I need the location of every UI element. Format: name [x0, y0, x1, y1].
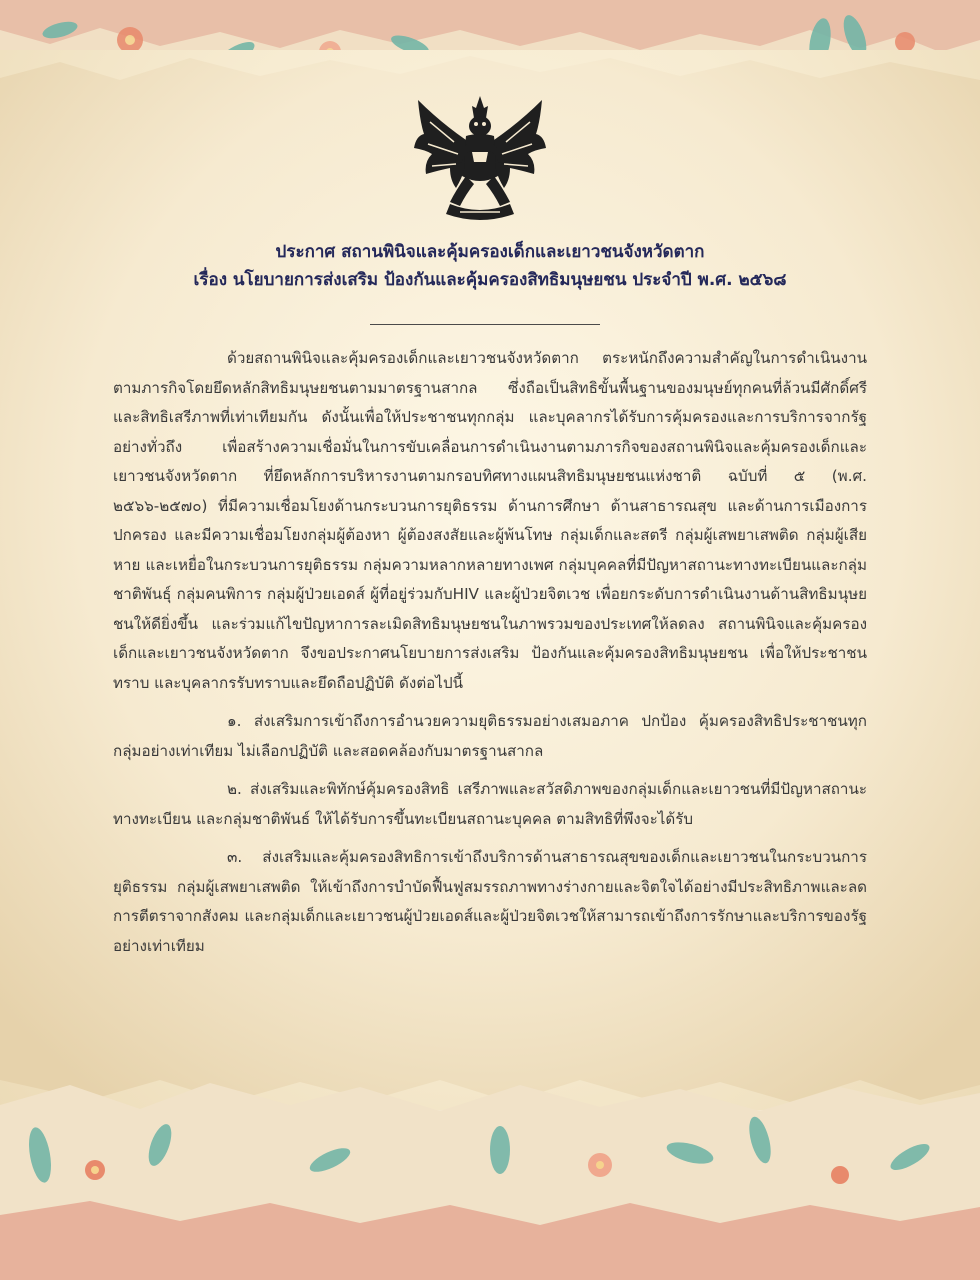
policy-item-3: ๓. ส่งเสริมและคุ้มครองสิทธิการเข้าถึงบริการด้านสาธารณสุขของเด็กและเยาวชนในกระบวนการยุติธรรม กลุ่มผู้เสพยาเสพติด ให้เข้าถึงการบำบัดฟื้นฟูสมรรถภาพทางร่างกายและจิตใจได้อย่างมีประสิทธิภาพและลดการตีตราจากสังคม และกลุ่มเด็กและเยาวชนผู้ป่วยเอดส์และผู้ป่วยจิตเวชให้สามารถเข้าถึงการรักษาและบริการของรัฐอย่างเท่าเทียม [113, 848, 867, 955]
announcement-title: ประกาศ สถานพินิจและคุ้มครองเด็กและเยาวชนจังหวัดตาก [275, 242, 705, 262]
announcement-body [113, 344, 867, 961]
intro-paragraph: ด้วยสถานพินิจและคุ้มครองเด็กและเยาวชนจังหวัดตาก ตระหนักถึงความสำคัญในการดำเนินงานตามภารกิจโดยยึดหลักสิทธิมนุษยชนตามมาตรฐานสากล ซึ่งถือเป็นสิทธิขั้นพื้นฐานของมนุษย์ทุกคนที่ล้วนมีศักดิ์ศรีและสิทธิเสรีภาพที่เท่าเทียมกัน ดังนั้นเพื่อให้ประชาชนทุกกลุ่ม และบุคลากรได้รับการคุ้มครองและการบริการจากรัฐอย่างทั่วถึง เพื่อสร้างความเชื่อมั่นในการขับเคลื่อนการดำเนินงานตามภารกิจของสถานพินิจและคุ้มครองเด็กและเยาวชนจังหวัดตาก ที่ยึดหลักการบริหารงานตามกรอบทิศทางแผนสิทธิมนุษยชนแห่งชาติ ฉบับที่ ๕ (พ.ศ. ๒๕๖๖-๒๕๗๐) ที่มีความเชื่อมโยงด้านกระบวนการยุติธรรม ด้านการศึกษา ด้านสาธารณสุข และด้านการเมืองการปกครอง และมีความเชื่อมโยงกลุ่มผู้ต้องหา ผู้ต้องสงสัยและผู้พ้นโทษ กลุ่มเด็กและสตรี กลุ่มผู้เสพยาเสพติด กลุ่มผู้เสียหาย และเหยื่อในกระบวนการยุติธรรม กลุ่มความหลากหลายทางเพศ กลุ่มบุคคลที่มีปัญหาสถานะทางทะเบียนและกลุ่มชาติพันธุ์ กลุ่มคนพิการ กลุ่มผู้ป่วยเอดส์ ผู้ที่อยู่ร่วมกับHIV และผู้ป่วยจิตเวช เพื่อยกระดับการดำเนินงานด้านสิทธิมนุษยชนให้ดียิ่งขึ้น และร่วมแก้ไขปัญหาการละเมิดสิทธิมนุษยชนในภาพรวมของประเทศให้ลดลง สถานพินิจและคุ้มครองเด็กและเยาวชนจังหวัดตาก จึงขอประกาศนโยบายการส่งเสริม ป้องกันและคุ้มครองสิทธิมนุษยชน เพื่อให้ประชาชนทราบ และบุคลากรรับทราบและยึดถือปฏิบัติ ดังต่อไปนี้ [113, 349, 867, 692]
policy-item-1: ๑. ส่งเสริมการเข้าถึงการอำนวยความยุติธรรมอย่างเสมอภาค ปกป้อง คุ้มครองสิทธิประชาชนทุกกลุ่มอย่างเท่าเทียม ไม่เลือกปฏิบัติ และสอดคล้องกับมาตรฐานสากล [113, 712, 867, 760]
policy-item-2: ๒. ส่งเสริมและพิทักษ์คุ้มครองสิทธิ เสรีภาพและสวัสดิภาพของกลุ่มเด็กและเยาวชนที่มีปัญหาสถานะทางทะเบียน และกลุ่มชาติพันธ์ ให้ได้รับการขึ้นทะเบียนสถานะบุคคล ตามสิทธิที่พึงจะได้รับ [113, 780, 867, 828]
garuda-emblem-icon [410, 92, 550, 227]
announcement-subject: เรื่อง นโยบายการส่งเสริม ป้องกันและคุ้มครองสิทธิมนุษยชน ประจำปี พ.ศ. ๒๕๖๘ [193, 270, 787, 290]
title-divider [370, 324, 600, 325]
floral-border-bottom [0, 1065, 980, 1280]
